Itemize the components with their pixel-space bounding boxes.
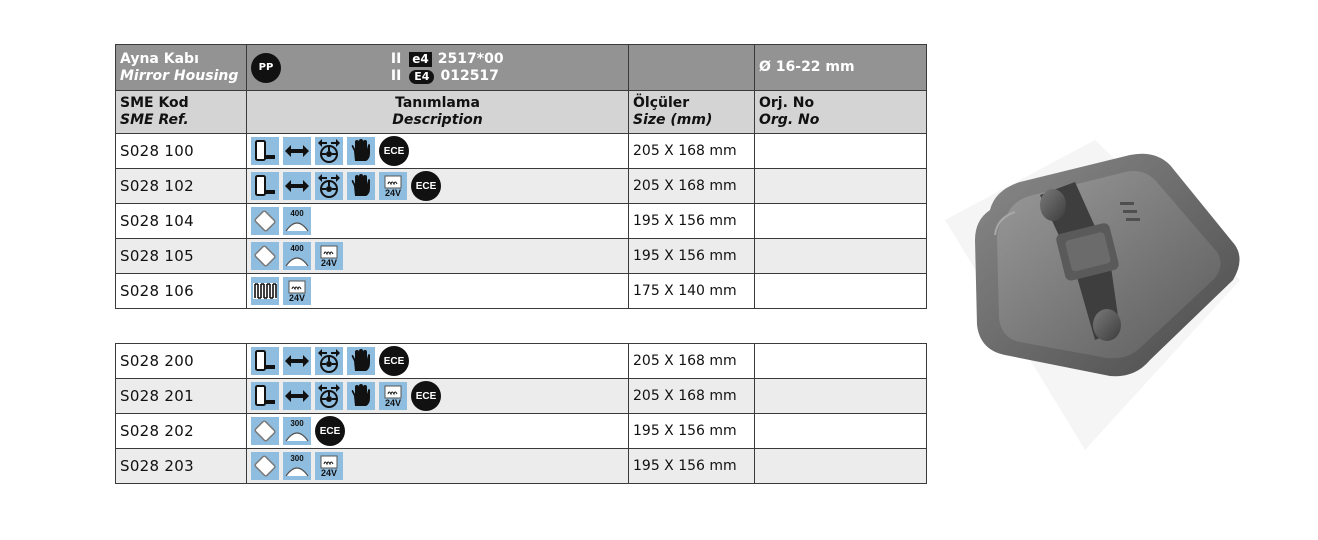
- mirror-glass-icon: [251, 207, 279, 235]
- housing-arm-icon: [251, 347, 279, 375]
- heated-24v-icon: [315, 452, 343, 480]
- part-code: S028 202: [116, 414, 247, 449]
- part-size: 195 X 156 mm: [629, 204, 755, 239]
- approval-number-2: 012517: [440, 67, 499, 84]
- housing-label-en: Mirror Housing: [120, 67, 239, 84]
- approval-class-1: II: [390, 50, 402, 67]
- diameter-cell: Ø 16-22 mm: [755, 45, 927, 91]
- feature-icons-cell: [247, 134, 629, 169]
- org-header-tr: Orj. No: [759, 95, 815, 111]
- e4-oval-mark: E4: [409, 70, 434, 84]
- heated-24v-icon: [379, 172, 407, 200]
- original-number: [755, 449, 927, 484]
- ece-badge-icon: ECE: [411, 381, 441, 411]
- adjust-arrows-icon: [283, 137, 311, 165]
- heating-element-icon: [251, 277, 279, 305]
- original-number: [755, 134, 927, 169]
- part-size: 205 X 168 mm: [629, 379, 755, 414]
- mirror-glass-icon: [251, 417, 279, 445]
- feature-icons-cell: [247, 204, 629, 239]
- part-size: 195 X 156 mm: [629, 449, 755, 484]
- mirror-housing-illustration: [935, 120, 1255, 460]
- heated-24v-icon: [379, 382, 407, 410]
- part-size: 205 X 168 mm: [629, 134, 755, 169]
- approval-cell: [247, 45, 629, 91]
- part-code: S028 106: [116, 274, 247, 309]
- table-row: [116, 239, 927, 274]
- original-number: [755, 239, 927, 274]
- feature-icons: [251, 344, 624, 378]
- heated-24v-icon: [283, 277, 311, 305]
- feature-icons-cell: [247, 379, 629, 414]
- radius-label: 300: [290, 419, 304, 428]
- ece-badge-icon: ECE: [379, 136, 409, 166]
- table-row: [116, 274, 927, 309]
- original-number: [755, 414, 927, 449]
- feature-icons-cell: [247, 169, 629, 204]
- ece-badge-icon: ECE: [315, 416, 345, 446]
- code-header-tr: SME Kod: [120, 95, 189, 111]
- housing-label-cell: [116, 45, 247, 91]
- feature-icons-cell: [247, 344, 629, 379]
- voltage-label: 24V: [384, 397, 401, 408]
- table-row: [116, 449, 927, 484]
- voltage-label: 24V: [320, 467, 337, 478]
- heated-24v-icon: [315, 242, 343, 270]
- part-size: 175 X 140 mm: [629, 274, 755, 309]
- radius-400-icon: [283, 242, 311, 270]
- mirror-housing-photo: [935, 120, 1255, 460]
- table-row: [116, 344, 927, 379]
- manual-adjust-icon: [347, 347, 375, 375]
- part-code: S028 100: [116, 134, 247, 169]
- adjust-arrows-icon: [283, 347, 311, 375]
- table-row: [116, 379, 927, 414]
- part-code: S028 201: [116, 379, 247, 414]
- table-row: [116, 414, 927, 449]
- mirror-glass-icon: [251, 242, 279, 270]
- electric-adjust-icon: [315, 382, 343, 410]
- original-number: [755, 344, 927, 379]
- original-number: [755, 379, 927, 414]
- part-size: 195 X 156 mm: [629, 414, 755, 449]
- housing-arm-icon: [251, 382, 279, 410]
- table-row: [116, 204, 927, 239]
- radius-300-icon: [283, 417, 311, 445]
- ece-badge-icon: ECE: [379, 346, 409, 376]
- radius-label: 400: [290, 209, 304, 218]
- adjust-arrows-icon: [283, 382, 311, 410]
- table-row: [116, 169, 927, 204]
- size-header-tr: Ölçüler: [633, 95, 690, 111]
- voltage-label: 24V: [320, 257, 337, 268]
- housing-arm-icon: [251, 137, 279, 165]
- feature-icons: [251, 169, 624, 203]
- feature-icons: [251, 379, 624, 413]
- mirror-spec-table: [115, 44, 927, 309]
- blank-header-cell: [629, 45, 755, 91]
- voltage-label: 24V: [288, 292, 305, 303]
- size-header: [629, 91, 755, 134]
- radius-label: 300: [290, 454, 304, 463]
- manual-adjust-icon: [347, 172, 375, 200]
- electric-adjust-icon: [315, 172, 343, 200]
- e4-mark: e4: [409, 52, 432, 67]
- electric-adjust-icon: [315, 137, 343, 165]
- mirror-spec-table-2: [115, 343, 927, 484]
- code-header-en: SME Ref.: [120, 112, 189, 128]
- housing-header-row: [116, 45, 927, 91]
- feature-icons: [251, 204, 624, 238]
- pp-material-badge: PP: [251, 53, 281, 83]
- part-code: S028 200: [116, 344, 247, 379]
- adjust-arrows-icon: [283, 172, 311, 200]
- part-code: S028 105: [116, 239, 247, 274]
- code-header: [116, 91, 247, 134]
- part-code: S028 104: [116, 204, 247, 239]
- feature-icons-cell: [247, 274, 629, 309]
- org-header: [755, 91, 927, 134]
- original-number: [755, 204, 927, 239]
- mirror-glass-icon: [251, 452, 279, 480]
- feature-icons: [251, 274, 624, 308]
- org-header-en: Org. No: [759, 112, 820, 128]
- size-header-en: Size (mm): [633, 112, 713, 128]
- voltage-label: 24V: [384, 187, 401, 198]
- description-header-en: Description: [392, 112, 483, 128]
- feature-icons: [251, 449, 624, 483]
- feature-icons: [251, 134, 624, 168]
- column-header-row: [116, 91, 927, 134]
- part-code: S028 203: [116, 449, 247, 484]
- approval-number-1: 2517*00: [437, 50, 504, 67]
- radius-400-icon: [283, 207, 311, 235]
- manual-adjust-icon: [347, 382, 375, 410]
- feature-icons-cell: [247, 414, 629, 449]
- housing-arm-icon: [251, 172, 279, 200]
- electric-adjust-icon: [315, 347, 343, 375]
- original-number: [755, 274, 927, 309]
- approval-class-2: II: [390, 67, 402, 84]
- feature-icons: [251, 414, 624, 448]
- ece-badge-icon: ECE: [411, 171, 441, 201]
- description-header-tr: Tanımlama: [395, 95, 480, 111]
- feature-icons: [251, 239, 624, 273]
- part-size: 205 X 168 mm: [629, 344, 755, 379]
- housing-label: Ayna Kabı: [120, 50, 199, 67]
- part-code: S028 102: [116, 169, 247, 204]
- radius-label: 400: [290, 244, 304, 253]
- feature-icons-cell: [247, 449, 629, 484]
- part-size: 195 X 156 mm: [629, 239, 755, 274]
- original-number: [755, 169, 927, 204]
- part-size: 205 X 168 mm: [629, 169, 755, 204]
- feature-icons-cell: [247, 239, 629, 274]
- radius-300-icon: [283, 452, 311, 480]
- description-header: [247, 91, 629, 134]
- approval-marks: [391, 51, 504, 85]
- table-row: [116, 134, 927, 169]
- manual-adjust-icon: [347, 137, 375, 165]
